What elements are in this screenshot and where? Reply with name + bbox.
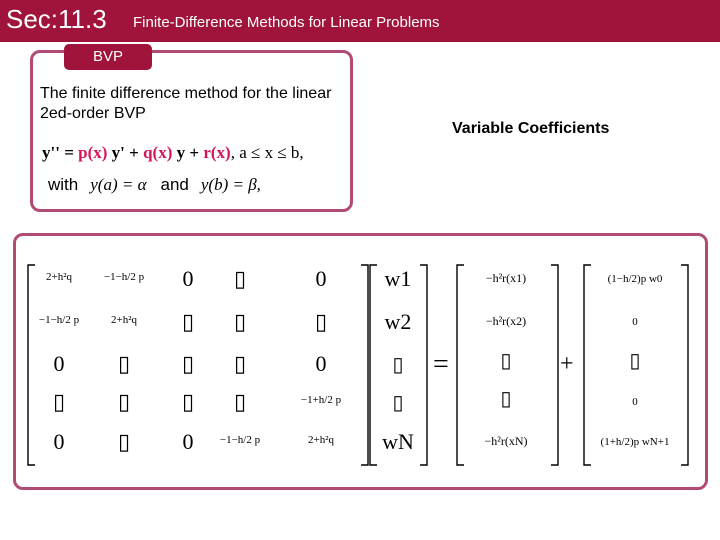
tridiagonal-system xyxy=(13,233,708,490)
matrix-cell: ▯ xyxy=(314,309,328,334)
bvp-description: The finite difference method for the linear 2ed-order BVP xyxy=(40,85,332,122)
bvp-equation xyxy=(42,140,352,210)
slide-title: Finite-Difference Methods for Linear Problems xyxy=(133,14,440,31)
matrix-cell: ▯ xyxy=(117,351,131,376)
matrix-cell: 2+h²q xyxy=(110,314,138,326)
unknown-cell: ▯ xyxy=(392,354,404,376)
unknown-cell: w1 xyxy=(384,266,412,291)
rhs2-cell: 0 xyxy=(632,316,638,328)
matrix-cell: −1−h/2 p xyxy=(38,314,80,326)
rhs2-cell: 0 xyxy=(632,396,638,408)
matrix-cell: ▯ xyxy=(233,266,247,291)
matrix-cell: 2+h²q xyxy=(45,271,73,283)
matrix-cell: ▯ xyxy=(117,389,131,414)
rhs2-bracket-right xyxy=(681,265,688,465)
matrix-bracket-right xyxy=(361,265,368,465)
rhs1-cells xyxy=(484,271,527,448)
rhs2-cell: (1+h/2)p wN+1 xyxy=(600,436,670,448)
rhs1-cell: −h²r(x1) xyxy=(485,271,527,285)
matrix-cell: 0 xyxy=(53,351,65,376)
rhs1-bracket-left xyxy=(457,265,464,465)
matrix-cell: ▯ xyxy=(181,389,195,414)
matrix-cell: 0 xyxy=(315,351,327,376)
matrix-cell: −1+h/2 p xyxy=(300,394,342,406)
matrix-cell: ▯ xyxy=(117,429,131,454)
matrix-cell: ▯ xyxy=(181,309,195,334)
unknown-bracket-right xyxy=(420,265,427,465)
rhs1-cell: ▯ xyxy=(500,350,512,372)
variable-coefficients-label: Variable Coefficients xyxy=(452,120,610,137)
equals-sign: = xyxy=(433,349,449,380)
rhs1-cell: −h²r(x2) xyxy=(485,314,527,328)
unknown-cells xyxy=(382,266,414,454)
rhs1-bracket-right xyxy=(551,265,558,465)
unknown-cell: ▯ xyxy=(392,392,404,414)
unknown-cell: w2 xyxy=(384,309,412,334)
rhs2-cells xyxy=(601,273,670,448)
matrix-cell: ▯ xyxy=(233,389,247,414)
rhs2-cell: ▯ xyxy=(629,350,641,372)
bvp-tag: BVP xyxy=(64,44,152,70)
matrix-cell: 0 xyxy=(315,266,327,291)
unknown-cell: wN xyxy=(382,429,414,454)
matrix-cells xyxy=(39,266,342,454)
title-bar xyxy=(0,0,720,42)
matrix-cell: ▯ xyxy=(233,309,247,334)
rhs2-cell: (1−h/2)p w0 xyxy=(607,273,663,285)
matrix-cell: 0 xyxy=(53,429,65,454)
rhs2-bracket-left xyxy=(584,265,591,465)
matrix-cell: ▯ xyxy=(52,389,66,414)
rhs1-cell: ▯ xyxy=(500,388,512,410)
matrix-cell: −1−h/2 p xyxy=(219,434,261,446)
plus-sign: + xyxy=(560,351,574,377)
matrix-cell: 0 xyxy=(182,266,194,291)
rhs1-cell: −h²r(xN) xyxy=(484,434,528,448)
equation-line-2: with y(a) = α and y(b) = β, xyxy=(48,175,261,194)
equation-line-1: y'' = p(x) y' + q(x) y + r(x), a ≤ x ≤ b, xyxy=(42,143,304,162)
matrix-bracket-left xyxy=(28,265,35,465)
matrix-cell: ▯ xyxy=(233,351,247,376)
unknown-bracket-left xyxy=(370,265,377,465)
matrix-cell: 2+h²q xyxy=(307,434,335,446)
section-number: Sec:11.3 xyxy=(6,4,107,34)
matrix-cell: 0 xyxy=(182,429,194,454)
matrix-cell: ▯ xyxy=(181,351,195,376)
matrix-cell: −1−h/2 p xyxy=(103,271,145,283)
